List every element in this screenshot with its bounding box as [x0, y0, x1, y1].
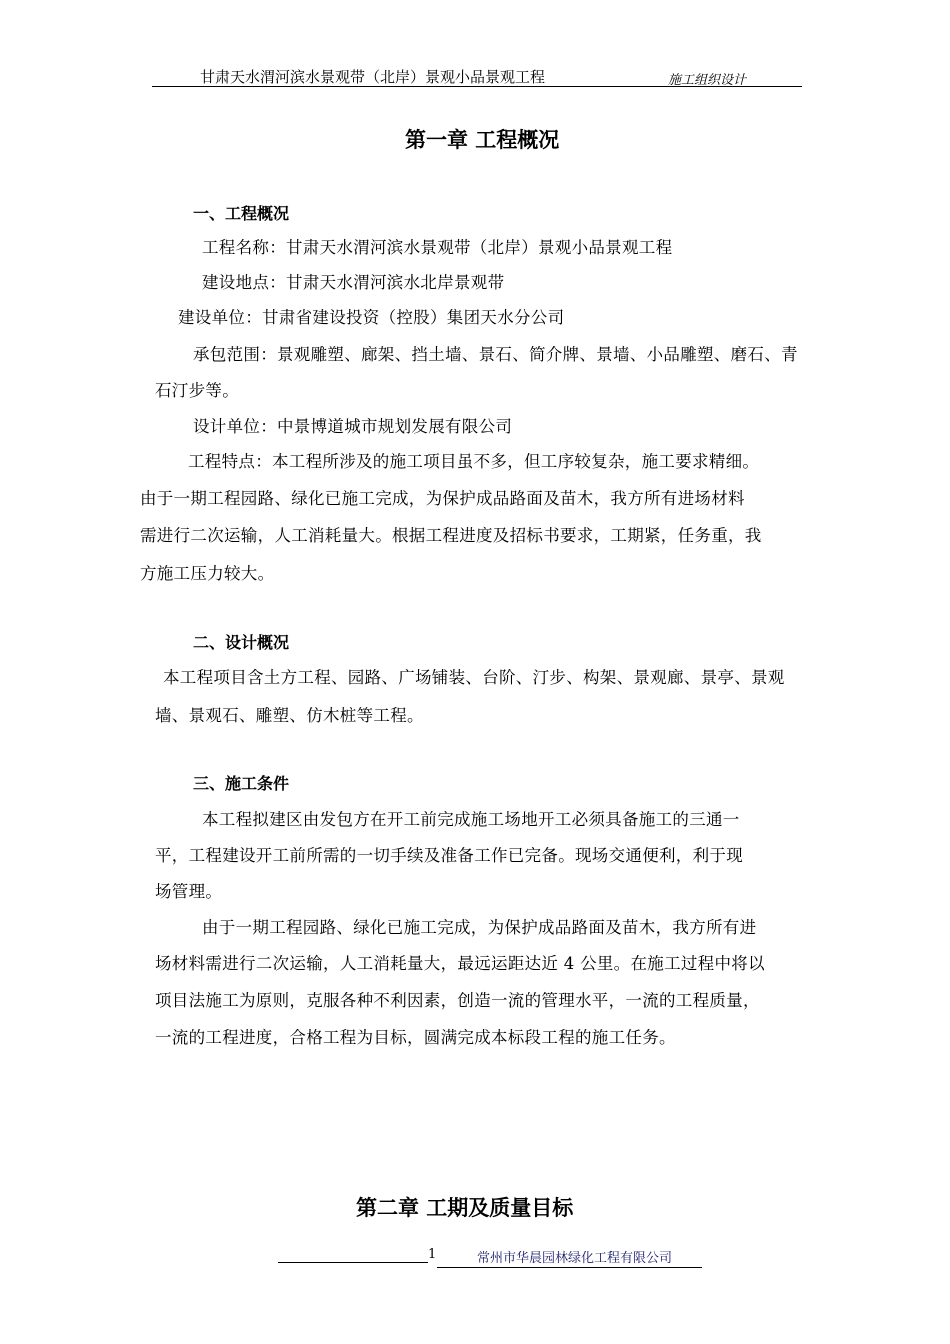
- section-2-heading: 二、设计概况: [193, 633, 290, 652]
- conditions-line-4: 由于一期工程园路、绿化已施工完成，为保护成品路面及苗木，我方所有进: [202, 918, 757, 937]
- features-line-4: 方施工压力较大。: [140, 564, 275, 583]
- client-line: 建设单位：甘肃省建设投资（控股）集团天水分公司: [178, 308, 565, 327]
- header-doc-type: 施工组织设计: [668, 73, 747, 88]
- scope-line-1: 承包范围：景观雕塑、廊架、挡土墙、景石、简介牌、景墙、小品雕塑、磨石、青: [193, 345, 798, 364]
- section-1-heading: 一、工程概况: [193, 204, 290, 223]
- header-title: 甘肃天水渭河滨水景观带（北岸）景观小品景观工程: [200, 68, 546, 86]
- conditions-line-2: 平，工程建设开工前所需的一切手续及准备工作已完备。现场交通便利，利于现: [155, 846, 743, 865]
- project-name-line: 工程名称：甘肃天水渭河滨水景观带（北岸）景观小品景观工程: [202, 238, 673, 257]
- scope-line-2: 石汀步等。: [155, 381, 239, 400]
- features-line-3: 需进行二次运输，人工消耗量大。根据工程进度及招标书要求，工期紧，任务重，我: [140, 526, 762, 545]
- conditions-line-1: 本工程拟建区由发包方在开工前完成施工场地开工必须具备施工的三通一: [202, 810, 740, 829]
- designer-line: 设计单位：中景博道城市规划发展有限公司: [193, 417, 513, 436]
- page-number: 1: [428, 1247, 437, 1262]
- conditions-line-6: 项目法施工为原则，克服各种不利因素，创造一流的管理水平，一流的工程质量，: [155, 991, 760, 1010]
- footer-company: 常州市华晨园林绿化工程有限公司: [437, 1247, 702, 1268]
- location-line: 建设地点：甘肃天水渭河滨水北岸景观带: [202, 273, 505, 292]
- features-line-2: 由于一期工程园路、绿化已施工完成，为保护成品路面及苗木，我方所有进场材料: [140, 489, 745, 508]
- chapter-2-title: 第二章 工期及质量目标: [356, 1196, 574, 1220]
- design-overview-line-1: 本工程项目含土方工程、园路、广场铺装、台阶、汀步、构架、景观廊、景亭、景观: [163, 668, 785, 687]
- chapter-1-title: 第一章 工程概况: [405, 128, 560, 152]
- design-overview-line-2: 墙、景观石、雕塑、仿木桩等工程。: [155, 706, 424, 725]
- features-line-1: 工程特点：本工程所涉及的施工项目虽不多，但工序较复杂，施工要求精细。: [188, 452, 760, 471]
- footer-rule: [278, 1262, 428, 1263]
- conditions-line-7: 一流的工程进度，合格工程为目标，圆满完成本标段工程的施工任务。: [155, 1028, 676, 1047]
- conditions-line-3: 场管理。: [155, 882, 223, 901]
- section-3-heading: 三、施工条件: [193, 774, 290, 793]
- conditions-line-5: 场材料需进行二次运输，人工消耗量大，最远运距达近 4 公里。在施工过程中将以: [155, 954, 765, 973]
- header-rule: [152, 86, 802, 87]
